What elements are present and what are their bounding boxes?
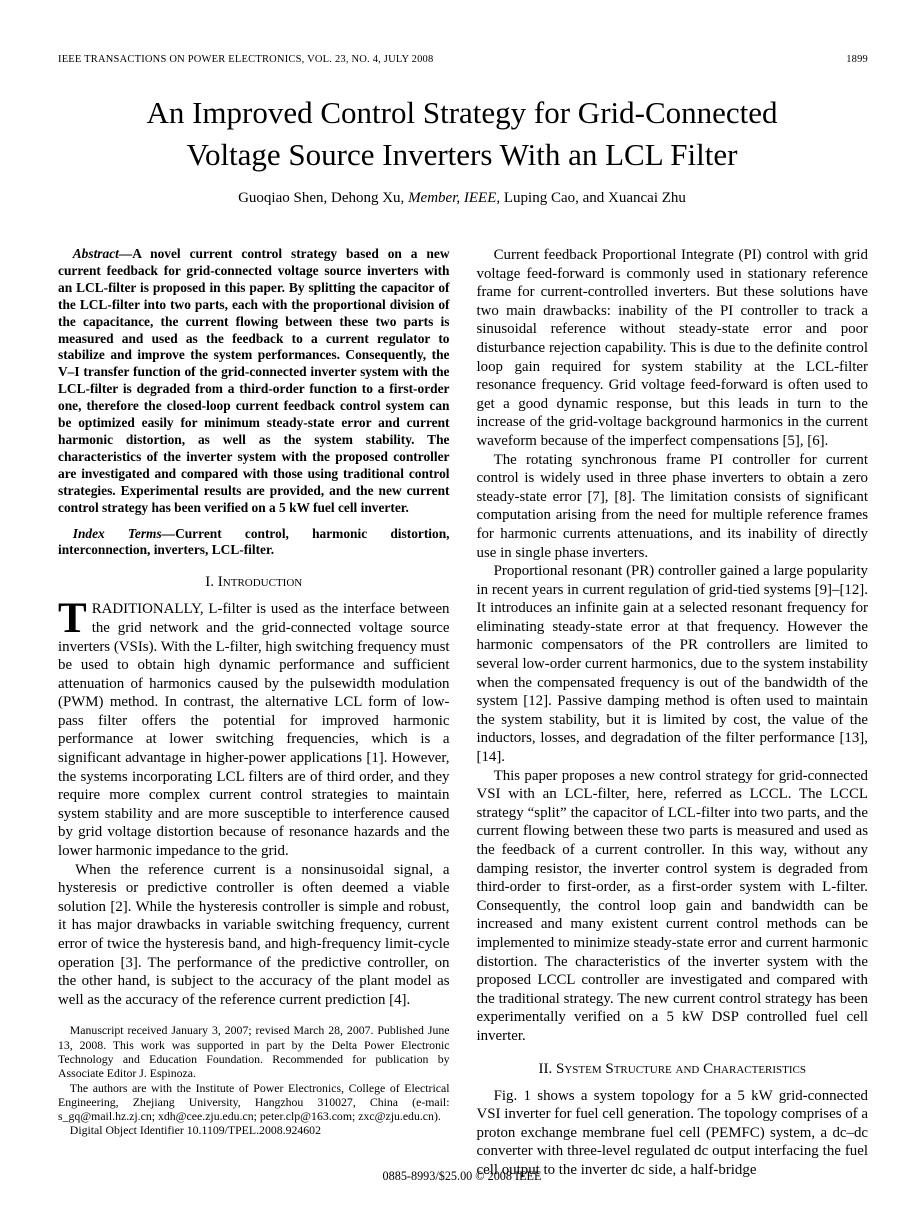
right-column (477, 246, 869, 1180)
title-line-1: An Improved Control Strategy for Grid-Connected (146, 95, 778, 130)
section-2-heading (477, 1061, 869, 1078)
section-1-heading (58, 574, 450, 591)
drop-cap: T (58, 595, 87, 643)
footnote-doi: Digital Object Identifier 10.1109/TPEL.2008.924602 (69, 1123, 321, 1138)
right-paragraph-4: This paper proposes a new control strategy for grid-connected VSI with an LCL-filter, here, referred as LCCL. The LCCL strategy “split” the capacitor of LCL-filter into two parts, and the current flowing between these two parts is measured and used as the feedback of a current controller. In this way, without any damping resistor, the inverter control system is degraded from third-order to first-order, as a first-order system with L-filter. Consequently, the control loop gain and bandwidth can be increased and many existent current control methods can be implemented to minimize steady-state error and current harmonic distortion. The characteristics of the inverter system with the proposed LCCL controller are investigated and compared with the traditional strategy. The new current control strategy has been experimentally verified on a 5 kW DSP controlled fuel cell inverter. (476, 767, 868, 1044)
footnote-manuscript: Manuscript received January 3, 2007; revised March 28, 2007. Published June 13, 2008. This work was supported in part by the Delta Power Electronic Technology and Education Foundation. Recommended for publication by Associate Editor J. Espinoza. (58, 1023, 450, 1081)
section-2-paragraph-1: Fig. 1 shows a system topology for a 5 kW grid-connected VSI inverter for fuel cell generation. The topology comprises of a proton exchange membrane fuel cell (PEMFC) system, a dc–dc converter with three-level regulated dc output interfacing the fuel cell output to the inverter dc side, a half-bridge (476, 1087, 868, 1178)
intro-paragraph-1-text: RADITIONALLY, L-filter is used as the interface between the grid network and the grid-connected voltage source inverters (VSIs). With the L-filter, high switching frequency must be used to obtain high dynamic performance and sufficient attenuation of harmonics caused by the pulsewidth modulation (PWM) method. In contrast, the alternative LCL form of low-pass filter offers the potential for improved harmonic performance at lower switching frequencies, which is a significant advantage in higher-power applications [1]. However, the systems incorporating LCL filters are of third order, and they require more complex current control strategies to maintain system stability and are more susceptible to interference caused by grid voltage distortion because of resonance hazards and the lower harmonic impedance to the grid. (58, 601, 450, 860)
authors-pre: Guoqiao Shen, Dehong Xu, (238, 190, 409, 206)
abstract-paragraph (58, 246, 450, 517)
authors-post: , Luping Cao, and Xuancai Zhu (496, 190, 686, 206)
right-paragraph-2: The rotating synchronous frame PI controller for current control is widely used in three phase inverters to obtain a zero steady-state error [7], [8]. The limitation consists of significant computation arising from the need for multiple reference frames for harmonic currents attenuations, and its inability of directly use in single phase inverters. (476, 451, 868, 561)
intro-paragraph-2: When the reference current is a nonsinusoidal signal, a hysteresis or predictive controller is often deemed a viable solution [2]. While the hysteresis controller is simple and robust, it has major drawbacks in variable switching frequency, current error of twice the hysteresis band, and high-frequency limit-cycle operation [3]. The performance of the predictive controller, on the other hand, is subject to the accuracy of the plant model as well as the accuracy of the reference current prediction [4]. (58, 861, 450, 1008)
section-2-number: II. (538, 1060, 553, 1077)
left-column (58, 246, 450, 1180)
copyright-footer: 0885-8993/$25.00 © 2008 IEEE (382, 1169, 542, 1183)
section-1-number: I. (205, 574, 215, 591)
title-block (0, 92, 924, 207)
running-header (58, 54, 868, 65)
index-terms-text: Current control, harmonic distortion, interconnection, inverters, LCL-filter. (58, 525, 450, 558)
authors-membership: Member, IEEE (408, 190, 497, 206)
two-column-body (58, 246, 868, 1180)
first-page-footnote (58, 1023, 450, 1137)
author-line (0, 190, 924, 207)
index-terms-paragraph (58, 526, 450, 560)
section-1-title: Introduction (217, 574, 303, 591)
page-number: 1899 (846, 54, 868, 65)
abstract-text: A novel current control strategy based on a new current feedback for grid-connected voltage source inverters with an LCL-filter is proposed in this paper. By splitting the capacitor of the LCL-filter into two parts, each with the proportional division of the capacitance, the current flowing between these two parts is measured and used as the feedback to a current regulator to stabilize and improve the system performances. Consequently, the V–I transfer function of the grid-connected inverter system with the LCL-filter is degraded from a third-order function to a first-order one, therefore the closed-loop current feedback control system can be optimized easily for minimum steady-state error and current harmonic distortion, as well as the system stability. The characteristics of the inverter system with the proposed controller are investigated and compared with those using traditional control strategies. Experimental results are provided, and the new current control strategy has been verified on a 5 kW fuel cell inverter. (58, 246, 450, 515)
journal-line: IEEE TRANSACTIONS ON POWER ELECTRONICS, VOL. 23, NO. 4, JULY 2008 (58, 54, 434, 65)
right-paragraph-1: Current feedback Proportional Integrate (PI) control with grid voltage feed-forward is commonly used in stationary reference frame for current-controlled inverters. But these solutions have two main drawbacks: inability of the PI controller to track a sinusoidal reference without steady-state error and poor disturbance rejection capability. This is due to the definite control loop gain required for system stability at the LCL-filter resonance frequency. Grid voltage feed-forward is often used to get a good dynamic response, but this leads in turn to the increase of the grid-voltage background harmonics in the current waveform because of the imperfect compensations [5], [6]. (476, 247, 868, 449)
intro-paragraph-1 (58, 595, 450, 860)
right-paragraph-3: Proportional resonant (PR) controller gained a large popularity in recent years in current regulation of grid-tied systems [9]–[12]. It introduces an infinite gain at a selected resonant frequency for eliminating steady-state error at that frequency. However the harmonic compensators of the PR controllers are limited to several low-order current harmonics, due to the system instability when the compensated frequency is out of the bandwidth of the system [12]. Passive damping method is often used to maintain the system stability, but it is limited by cost, the value of the inductors, losses, and degradation of the filter performance [13], [14]. (476, 563, 868, 766)
section-2-title: System Structure and Characteristics (555, 1060, 806, 1077)
footnote-affiliation: The authors are with the Institute of Power Electronics, College of Electrical Engineering, Zhejiang University, Hangzhou 310027, China (e-mail: s_gq@mail.hz.zj.cn; xdh@cee.zju.edu.cn; peter.clp@163.com; zxc@zju.edu.cn). (58, 1080, 450, 1124)
abstract-label: Abstract— (72, 246, 133, 261)
paper-title (0, 92, 924, 176)
title-line-2: Voltage Source Inverters With an LCL Filter (186, 137, 738, 172)
index-terms-label: Index Terms— (72, 525, 176, 541)
